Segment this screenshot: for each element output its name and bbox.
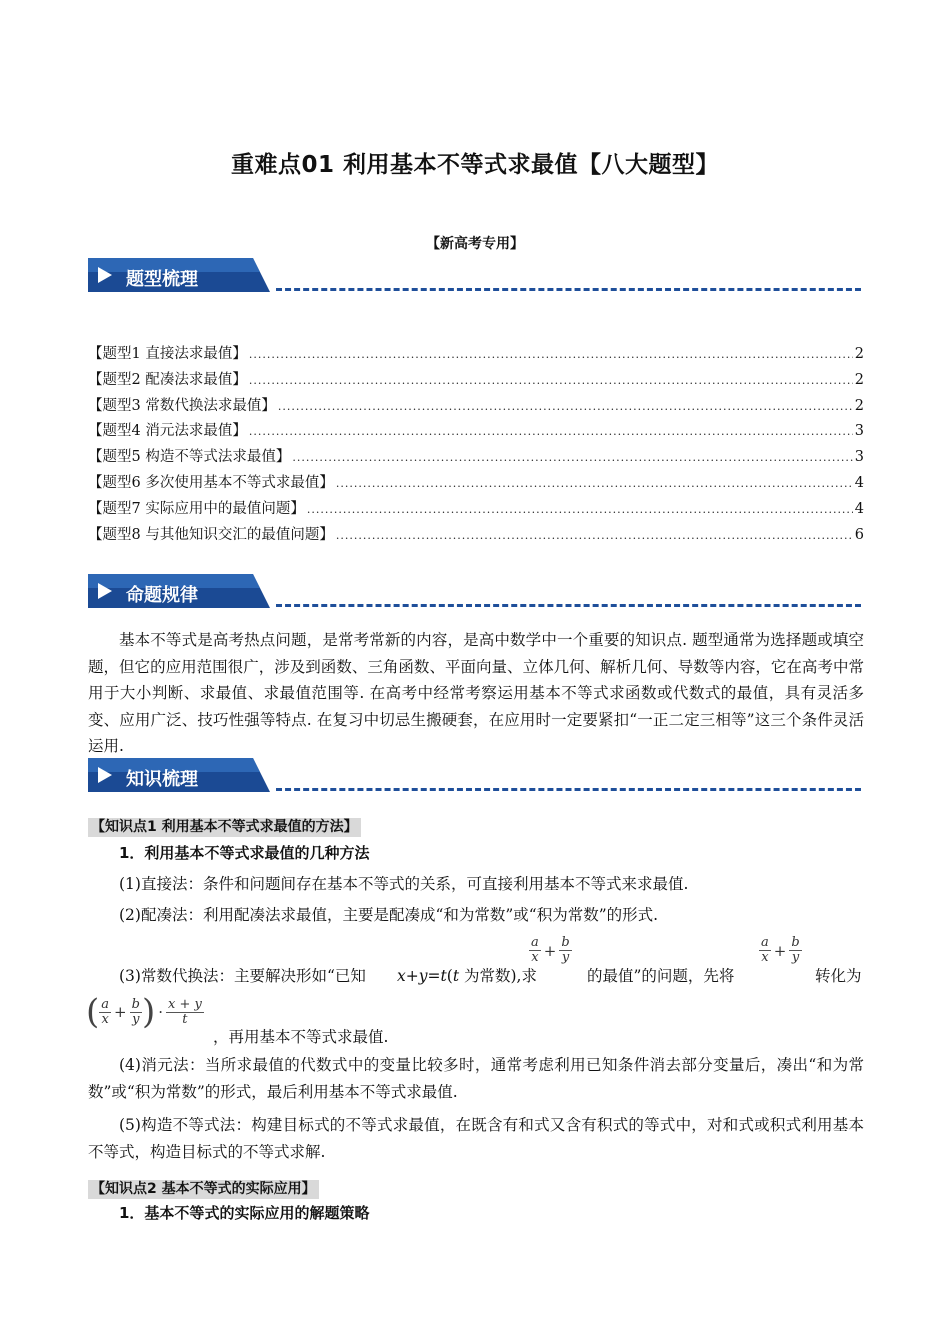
toc-item-page: 3 — [854, 423, 864, 440]
toc-item[interactable] — [88, 471, 864, 497]
toc-item-label: 【题型2 配凑法求最值】 — [88, 371, 247, 388]
fraction-expression: $\frac{a}{x}$ + $\frac{b}{y}$ — [761, 935, 800, 965]
toc-item-label: 【题型4 消元法求最值】 — [88, 423, 247, 440]
knowledge-heading: 1．基本不等式的实际应用的解题策略 — [119, 1204, 370, 1222]
page-title: 重难点01 利用基本不等式求最值【八大题型】 — [230, 152, 719, 178]
knowledge-point-tag: 【知识点1 利用基本不等式求最值的方法】 — [88, 818, 361, 837]
section-banner-knowledge — [88, 758, 863, 800]
section-banner-question-types — [88, 258, 863, 300]
section-banner-rules — [88, 574, 863, 616]
page-subtitle: 【新高考专用】 — [426, 236, 524, 252]
toc-item-page: 4 — [854, 500, 864, 517]
toc-item[interactable] — [88, 523, 864, 549]
method-constant-substitution-cont: ( $\frac{a}{x}$ + $\frac{b}{y}$ ) · $\frac{x + y}{t}$ ，再用基本不等式求最值. — [86, 992, 389, 1046]
toc-item-page: 2 — [854, 397, 864, 414]
dash-divider — [276, 604, 861, 607]
knowledge-heading: 1．利用基本不等式求最值的几种方法 — [119, 844, 370, 862]
method-elimination: (4)消元法：当所求最值的代数式中的变量比较多时，通常考虑利用已知条件消去部分变量后，凑出“和为常数”或“积为常数”的形式，最后利用基本不等式求最值. — [88, 1056, 864, 1101]
rule-paragraph: 基本不等式是高考热点问题，是常考常新的内容，是高中数学中一个重要的知识点. 题型通常为选择题或填空题，但它的应用范围很广，涉及到函数、三角函数、平面向量、立体几何、解析几何、导数等内容，它在高考中常用于大小判断、求最值、求最值范围等. 在高考中经常考察运用基本不等式求函数或代数式的最值，具有灵活多变、应用广泛、技巧性强等特点. 在复习中切忌生搬硬套，在应用时一定要紧扣“一正二定三相等”这三个条件灵活运用. — [88, 631, 864, 755]
toc-item-page: 3 — [854, 449, 864, 466]
method-direct: (1)直接法：条件和问题间存在基本不等式的关系，可直接利用基本不等式来求最值. — [119, 875, 689, 893]
fraction-expression: $\frac{a}{x}$ + $\frac{b}{y}$ — [531, 935, 570, 965]
dash-divider — [276, 788, 861, 791]
toc-item[interactable] — [88, 445, 864, 471]
toc-leader — [336, 477, 853, 490]
toc-leader — [249, 348, 853, 361]
toc-leader — [336, 529, 853, 542]
toc-item-label: 【题型5 构造不等式法求最值】 — [88, 449, 291, 466]
banner-label: 知识梳理 — [126, 769, 198, 790]
toc-item-label: 【题型6 多次使用基本不等式求最值】 — [88, 474, 334, 491]
product-expression: ( $\frac{a}{x}$ + $\frac{b}{y}$ ) · $\frac{x + y}{t}$ — [86, 992, 202, 1032]
toc-item-page: 2 — [854, 346, 864, 362]
toc-item-label: 【题型3 常数代换法求最值】 — [88, 397, 276, 414]
toc-item[interactable] — [88, 394, 864, 420]
toc-item-label: 【题型1 直接法求最值】 — [88, 346, 247, 362]
toc-leader — [249, 374, 853, 387]
toc-item-label: 【题型8 与其他知识交汇的最值问题】 — [88, 526, 334, 543]
dash-divider — [276, 288, 861, 291]
method-constant-substitution: (3)常数代换法：主要解决形如“已知 x+y=t(t 为常数),求 $\frac{a}{x}$ + $\frac{b}{y}$ 的最值”的问题，先将 $\frac{a}{x}$ + $\frac{b}{y}$ 转化为 — [119, 935, 862, 985]
toc-item[interactable] — [88, 342, 864, 368]
method-combine: (2)配凑法：利用配凑法求最值，主要是配凑成“和为常数”或“积为常数”的形式. — [119, 906, 659, 924]
method-construct-inequality: (5)构造不等式法：构建目标式的不等式求最值，在既含有和式又含有积式的等式中，对和式或积式利用基本不等式，构造目标式的不等式求解. — [88, 1116, 864, 1161]
toc-item-label: 【题型7 实际应用中的最值问题】 — [88, 500, 305, 517]
toc-leader — [249, 425, 853, 438]
toc-leader — [307, 503, 853, 516]
toc-item[interactable] — [88, 419, 864, 445]
toc-leader — [292, 451, 852, 464]
toc-item-page: 4 — [854, 474, 864, 491]
knowledge-point-tag: 【知识点2 基本不等式的实际应用】 — [88, 1180, 319, 1199]
banner-label: 命题规律 — [126, 585, 198, 606]
toc-item-page: 2 — [854, 371, 864, 388]
toc-item[interactable] — [88, 368, 864, 394]
banner-label: 题型梳理 — [126, 269, 198, 290]
toc-item[interactable] — [88, 497, 864, 523]
table-of-contents — [88, 342, 864, 548]
toc-item-page: 6 — [854, 526, 864, 543]
toc-leader — [278, 400, 853, 413]
